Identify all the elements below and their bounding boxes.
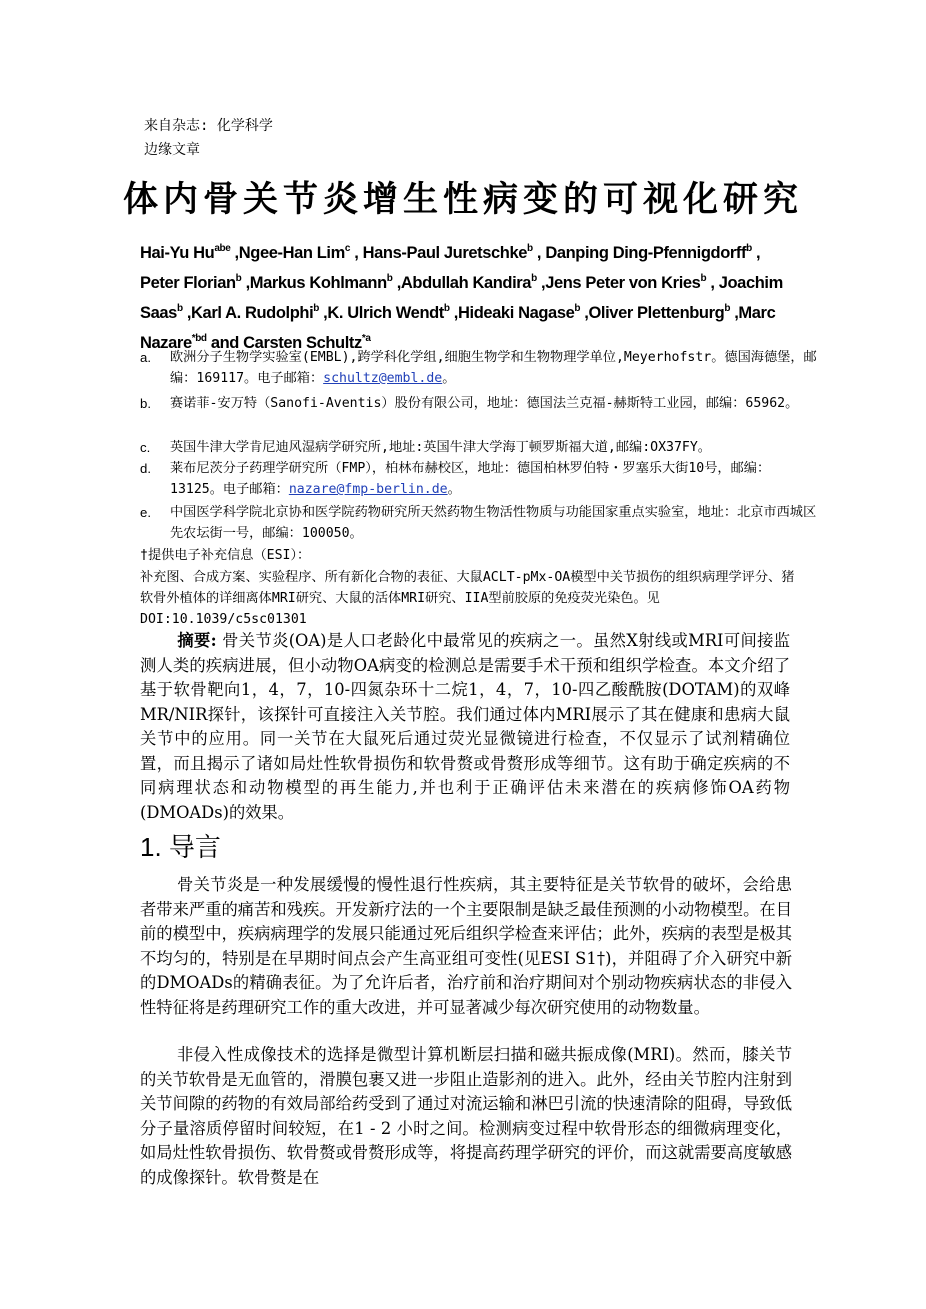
author-name: Danping Ding-Pfennigdorff: [545, 244, 747, 262]
author-affiliation-mark: b: [527, 243, 533, 254]
author-name: Ngee-Han Lim: [238, 244, 345, 262]
author-affiliation-mark: b: [700, 273, 707, 284]
section-heading: 1. 导言: [140, 832, 221, 862]
affiliation-label: a.: [140, 350, 151, 365]
author-affiliation-mark: c: [344, 243, 351, 254]
affiliation-label: d.: [140, 461, 151, 476]
abstract-label: 摘要:: [177, 631, 217, 650]
author-name: Jens Peter von Kries: [545, 274, 701, 292]
affiliation-label: e.: [140, 505, 151, 520]
author-separator: ,: [392, 274, 401, 292]
author-separator: ,: [182, 304, 192, 322]
author-separator: ,: [536, 274, 546, 292]
affiliation-text: 赛诺菲-安万特（Sanofi-Aventis）股份有限公司，地址：德国法兰克福-赫斯特工业园，邮编：65962。: [170, 396, 799, 411]
author-separator: ,: [706, 274, 719, 292]
author-name: Carsten Schultz: [243, 334, 362, 352]
affiliation-text: 莱布尼茨分子药理学研究所（FMP），柏林布赫校区，地址：德国柏林罗伯特・罗塞乐大街10号，邮编：13125。电子邮箱：nazare@fmp-berlin.de。: [170, 461, 771, 497]
author-name: Hans-Paul Juretschke: [362, 244, 528, 262]
author-affiliation-mark: b: [531, 273, 537, 284]
author-affiliation-mark: b: [386, 273, 393, 284]
email-link[interactable]: schultz@embl.de: [323, 371, 443, 386]
author-separator: ,: [730, 304, 739, 322]
affiliation-text: 英国牛津大学肯尼迪风湿病学研究所,地址:英国牛津大学海丁顿罗斯福大道,邮编:OX37FY。: [170, 440, 711, 455]
author-separator: ,: [580, 304, 589, 322]
author-separator: ,: [350, 244, 363, 262]
author-separator: and: [206, 334, 244, 352]
affiliation-text: 欧洲分子生物学实验室(EMBL),跨学科化学组,细胞生物学和生物物理学单位,Meyerhofstr。德国海德堡，邮编：169117。电子邮箱：schultz@embl.de。: [170, 350, 817, 386]
author-affiliation-mark: *bd: [191, 333, 207, 344]
author-affiliation-mark: b: [443, 303, 450, 314]
abstract: [140, 629, 790, 825]
author-affiliation-mark: b: [724, 303, 731, 314]
author-affiliation-mark: b: [235, 273, 242, 284]
paper-title: 体内骨关节炎增生性病变的可视化研究: [122, 179, 803, 220]
author-separator: ,: [532, 244, 546, 262]
body-paragraph: 骨关节炎是一种发展缓慢的慢性退行性疾病，其主要特征是关节软骨的破坏，会给患者带来严重的痛苦和残疾。开发新疗法的一个主要限制是缺乏最佳预测的小动物模型。在目前的模型中，疾病病理学的发展只能通过死后组织学检查来评估；此外，疾病的表型是极其不均匀的，特别是在早期时间点会产生高亚组可变性(见ESI S1†)，并阻碍了介入研究中新的DMOADs的精确表征。为了允许后者，治疗前和治疗期间对个别动物疾病状态的非侵入性特征将是药理研究工作的重大改进，并可显著减少每次研究使用的动物数量。: [140, 875, 792, 1017]
author-name: Hai-Yu Hu: [140, 244, 215, 262]
author-affiliation-mark: b: [574, 303, 581, 314]
author-affiliation-mark: b: [176, 303, 183, 314]
author-separator: ,: [449, 304, 458, 322]
author-affiliation-mark: abe: [214, 243, 231, 254]
author-name: Joachim Saas: [140, 274, 783, 322]
author-separator: ,: [241, 274, 250, 292]
esi-heading: †提供电子补充信息（ESI）：: [140, 548, 311, 563]
author-name: K. Ulrich Wendt: [327, 304, 444, 322]
esi-body: 补充图、合成方案、实验程序、所有新化合物的表征、大鼠ACLT-pMx-OA模型中关节损伤的组织病理学评分、猪软骨外植体的详细离体MRI研究、大鼠的活体MRI研究、IIA型前胶原的免疫荧光染色。见DOI:10.1039/c5sc01301: [140, 570, 795, 627]
article-type: 边缘文章: [144, 142, 200, 158]
author-separator: ,: [230, 244, 239, 262]
abstract-text: 骨关节炎(OA)是人口老龄化中最常见的疾病之一。虽然X射线或MRI可间接监测人类的疾病进展，但小动物OA病变的检测总是需要手术干预和组织学检查。本文介绍了基于软骨靶向1，4，7，10-四氮杂环十二烷1，4，7，10-四乙酸酰胺(DOTAM)的双峰MR/NIR探针，该探针可直接注入关节腔。我们通过体内MRI展示了其在健康和患病大鼠关节中的应用。同一关节在大鼠死后通过荧光显微镜进行检查，不仅显示了试剂精确位置，而且揭示了诸如局灶性软骨损伤和软骨赘或骨赘形成等细节。这有助于确定疾病的不同病理状态和动物模型的再生能力,并也利于正确评估未来潜在的疾病修饰OA药物(DMOADs)的效果。: [140, 631, 790, 822]
author-affiliation-mark: b: [313, 303, 319, 314]
author-name: Peter Florian: [140, 274, 236, 292]
email-link[interactable]: nazare@fmp-berlin.de: [288, 482, 448, 497]
author-name: Markus Kohlmann: [249, 274, 387, 292]
author-separator: ,: [318, 304, 328, 322]
author-name: Marc Nazare: [140, 304, 776, 352]
author-affiliation-mark: *a: [361, 333, 371, 344]
journal-source: 来自杂志: 化学科学: [144, 118, 273, 134]
affiliation-label: b.: [140, 396, 151, 411]
author-separator: ,: [751, 244, 761, 262]
author-name: Oliver Plettenburg: [588, 304, 725, 322]
affiliation-text: 中国医学科学院北京协和医学院药物研究所天然药物生物活性物质与功能国家重点实验室，地址：北京市西城区先农坛街一号，邮编：100050。: [170, 505, 817, 541]
author-list: [140, 238, 800, 358]
body-paragraph: 非侵入性成像技术的选择是微型计算机断层扫描和磁共振成像(MRI)。然而，膝关节的关节软骨是无血管的，滑膜包裹又进一步阻止造影剂的进入。此外，经由关节腔内注射到关节间隙的药物的有效局部给药受到了通过对流运输和淋巴引流的快速清除的阻碍，导致低分子量溶质停留时间较短，在1 - 2 小时之间。检测病变过程中软骨形态的细微病理变化，如局灶性软骨损伤、软骨赘或骨赘形成等，将提高药理学研究的评价，而这就需要高度敏感的成像探针。软骨赘是在: [140, 1045, 792, 1187]
author-affiliation-mark: b: [746, 243, 752, 254]
author-name: Karl A. Rudolphi: [191, 304, 314, 322]
author-name: Hideaki Nagase: [458, 304, 575, 322]
affiliation-label: c.: [140, 440, 151, 455]
author-name: Abdullah Kandira: [400, 274, 532, 292]
